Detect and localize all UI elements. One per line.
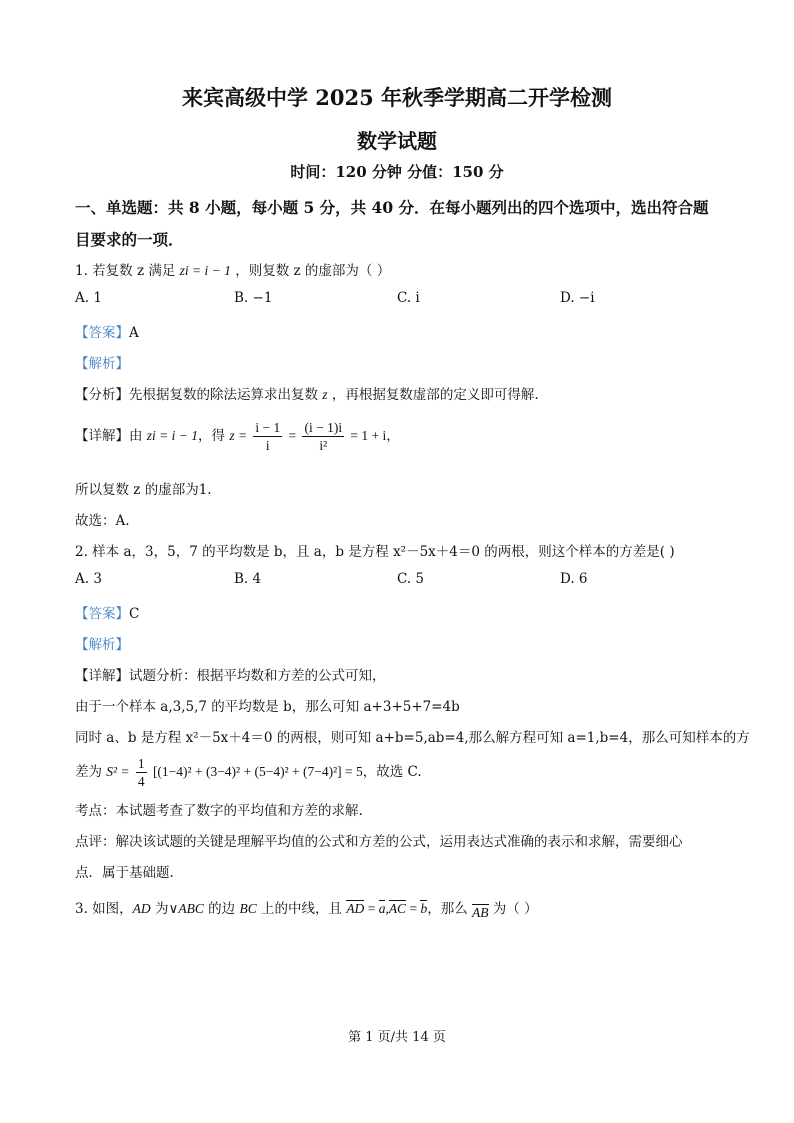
q1-detail-eq1: zi = i − 1 [146, 428, 199, 443]
q2-variance [75, 755, 422, 790]
page-footer: 第 1 页/共 14 页 [348, 1030, 446, 1045]
q3-de-bian: 的边 [203, 901, 240, 917]
q3-mid: 上的中线，且 [256, 901, 347, 917]
q2-option-a: A. 3 [75, 571, 102, 587]
q1-frac2-num: (i − 1)i [304, 420, 343, 435]
q3-num: 3. 如图， [75, 901, 133, 917]
q1-choice: 故选：A. [75, 513, 130, 529]
q3-then: ，那么 [427, 901, 472, 917]
q1-stem [75, 259, 390, 279]
q3-vector-ab: AB [472, 905, 489, 920]
section-heading-line1: 一、单选题：共 8 小题，每小题 5 分，共 40 分．在每小题列出的四个选项中，选出符合题 [75, 198, 709, 217]
q3-ad: AD [132, 901, 151, 916]
q3-wei: 为 [150, 901, 169, 917]
q1-detail-a: 由 [129, 428, 143, 444]
q1-detail-b: ，得 [198, 428, 226, 444]
q3-vector-a: a [378, 901, 386, 916]
q1-detail-z: z = [229, 428, 248, 443]
q2-option-b: B. 4 [234, 571, 262, 587]
q3-bc: BC [239, 901, 257, 916]
q1-fraction-1 [253, 419, 282, 454]
q2-line2: 同时 a、b 是方程 x²－5x＋4＝0 的两根，则可知 a+b=5,ab=4,那么解方程可知 a=1,b=4，那么可知样本的方 [75, 730, 750, 746]
q2-detail-text: 试题分析：根据平均数和方差的公式可知， [129, 668, 386, 684]
q1-option-d: D. −i [560, 290, 595, 306]
q2-detail [75, 664, 386, 684]
q1-answer-line [75, 321, 139, 341]
q2-answer-line [75, 602, 139, 622]
q2-dianping-2: 点．属于基础题. [75, 865, 174, 881]
q1-frac1-den: i [265, 438, 270, 453]
q2-var-rhs: [(1−4)² + (3−4)² + (5−4)² + (7−4)²] = 5 [152, 764, 363, 779]
q1-fraction-2 [302, 419, 344, 454]
q1-answer: A [129, 325, 139, 341]
q1-option-c: C. i [397, 290, 420, 306]
answer-label: 【答案】 [75, 325, 129, 341]
q1-stem-prefix: 1. 若复数 z 满足 [75, 263, 176, 279]
q3-vector-b: b [420, 901, 428, 916]
q3-triangle: ∨ABC [168, 901, 204, 916]
q2-var-suffix: ，故选 C. [362, 764, 422, 780]
q2-var-fraction [136, 755, 147, 790]
q2-answer: C [129, 606, 140, 622]
q1-option-b: B. −1 [234, 290, 273, 306]
q2-var-frac-den: 4 [137, 774, 145, 789]
q2-option-c: C. 5 [397, 571, 425, 587]
q1-fenxi-a: 先根据复数的除法运算求出复数 [129, 387, 318, 403]
q2-var-lhs: S² = [106, 764, 130, 779]
q2-analysis-label: 【解析】 [75, 637, 129, 653]
q1-fenxi-b: ，再根据复数虚部的定义即可得解. [331, 387, 539, 403]
subject-title: 数学试题 [357, 129, 437, 153]
q1-frac2-den: i² [319, 438, 328, 453]
q1-detail-end: ， [386, 428, 400, 444]
q2-var-frac-num: 1 [137, 756, 145, 771]
q2-stem: 2. 样本 a，3，5，7 的平均数是 b，且 a，b 是方程 x²－5x＋4＝0 的两根，则这个样本的方差是( ) [75, 544, 675, 560]
q3-stem [75, 897, 538, 921]
q1-option-a: A. 1 [75, 290, 102, 306]
q3-comma: , [385, 901, 389, 916]
q2-option-d: D. 6 [560, 571, 588, 587]
q1-fenxi-z: z [322, 387, 328, 402]
q1-conclusion: 所以复数 z 的虚部为1. [75, 482, 212, 498]
q1-eq-sign: = [288, 428, 297, 443]
answer-label: 【答案】 [75, 606, 129, 622]
exam-title: 来宾高级中学 2025 年秋季学期高二开学检测 [181, 85, 613, 110]
q1-detail-result: = 1 + i [350, 428, 387, 443]
q1-detail [75, 419, 400, 454]
q2-kaodian: 考点：本试题考查了数字的平均值和方差的求解. [75, 803, 363, 819]
fenxi-label: 【分析】 [75, 387, 129, 403]
q1-fenxi [75, 383, 539, 403]
time-score-info: 时间：120 分钟 分值：150 分 [290, 163, 504, 181]
q3-tail: 为（ ） [488, 901, 538, 917]
q1-analysis-label: 【解析】 [75, 356, 129, 372]
detail-label: 【详解】 [75, 428, 129, 444]
detail-label: 【详解】 [75, 668, 129, 684]
q3-vector-ac: AC [388, 901, 407, 916]
q1-stem-suffix: ，则复数 z 的虚部为（ ） [235, 263, 391, 279]
q3-eq-b: = [406, 901, 421, 916]
q3-eq-a: = [364, 901, 379, 916]
q2-var-prefix: 差为 [75, 764, 102, 780]
q1-frac1-num: i − 1 [255, 420, 281, 435]
q1-stem-math: zi = i − 1 [179, 263, 231, 278]
q2-line1: 由于一个样本 a,3,5,7 的平均数是 b，那么可知 a+3+5+7=4b [75, 699, 460, 715]
q2-dianping-1: 点评：解决该试题的关键是理解平均值的公式和方差的公式，运用表达式准确的表示和求解，需要细心 [75, 834, 683, 850]
section-heading-line2: 目要求的一项． [75, 230, 184, 249]
q3-vector-ad: AD [346, 901, 365, 916]
